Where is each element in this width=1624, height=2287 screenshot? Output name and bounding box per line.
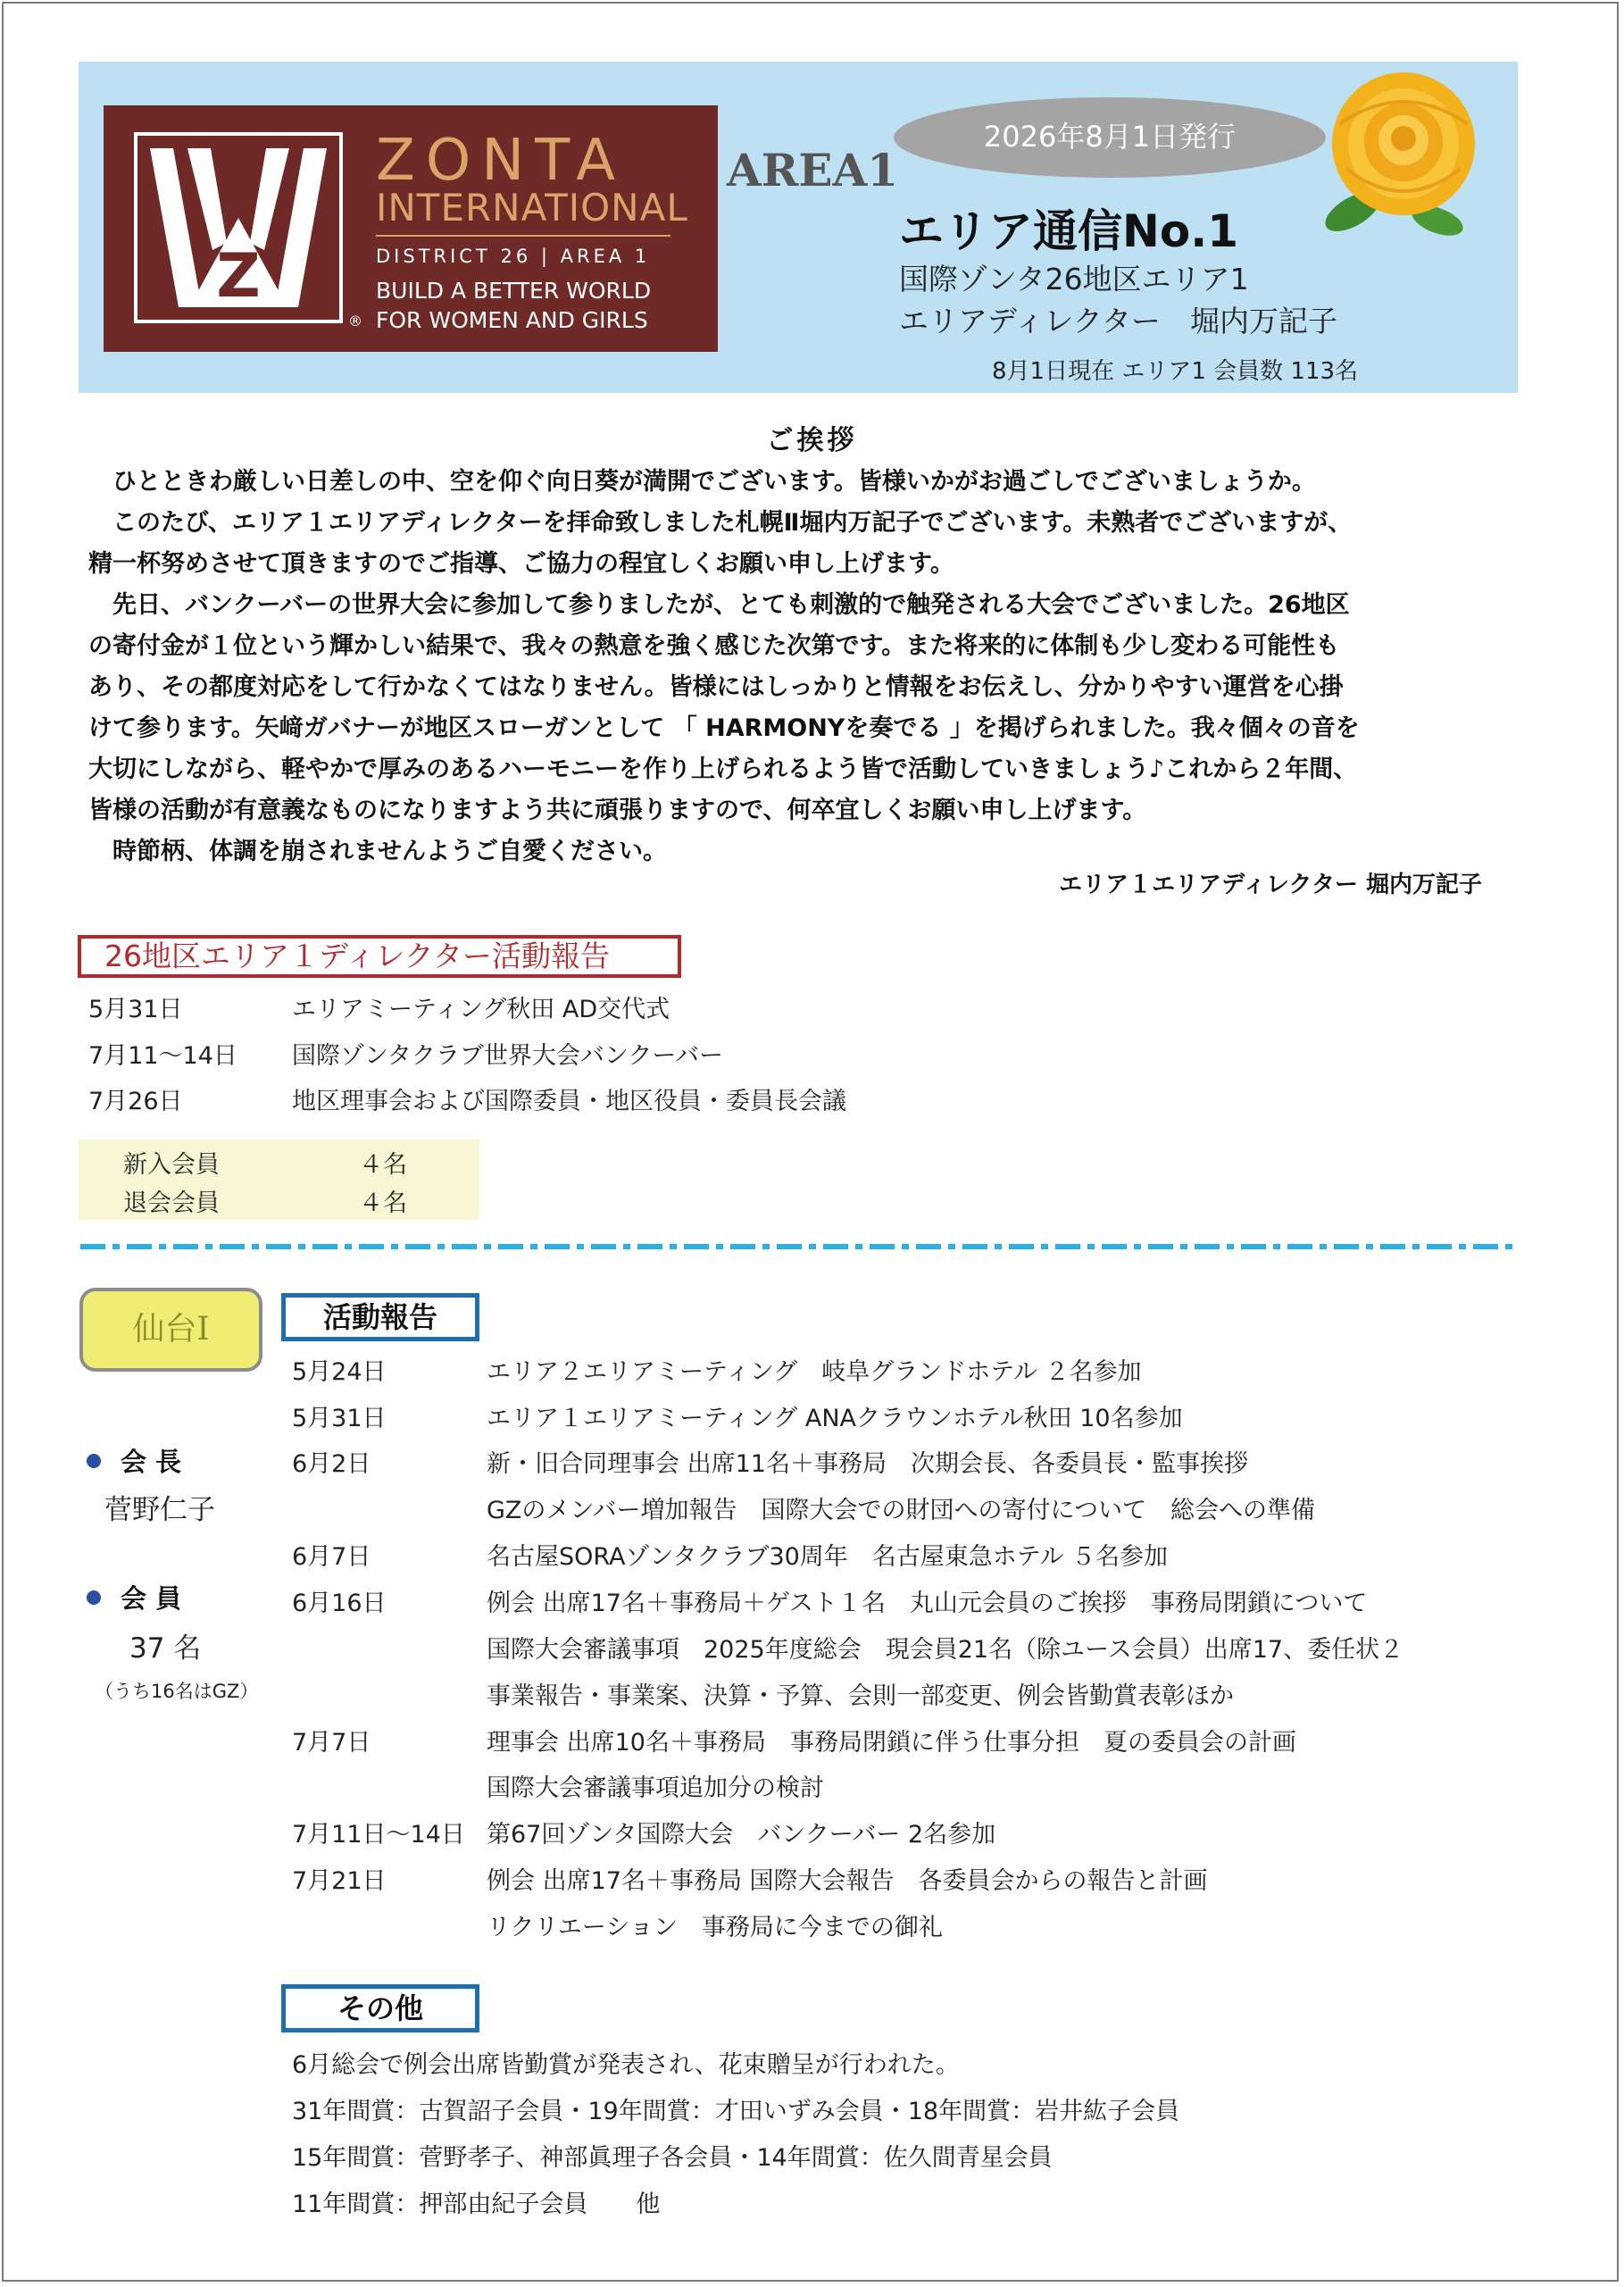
greeting-line: の寄付金が１位という輝かしい結果で、我々の熱意を強く感じた次第です。また将来的に体制も少し変わる可能性も — [88, 632, 1340, 660]
members-note: （うち16名はGZ） — [95, 1681, 259, 1702]
logo-subtitle: INTERNATIONAL — [376, 186, 688, 230]
activity-date: 6月2日 — [292, 1450, 371, 1478]
activity-text: 例会 出席17名＋事務局＋ゲスト１名 丸山元会員のご挨拶 事務局閉鎖について — [487, 1590, 1368, 1617]
other-text: 11年間賞：押部由紀子会員 他 — [292, 2191, 661, 2218]
activity-text: 例会 出席17名＋事務局 国際大会報告 各委員会からの報告と計画 — [487, 1867, 1208, 1895]
logo-district: DISTRICT 26 | AREA 1 — [376, 246, 651, 267]
activity-date: 7月11日～14日 — [292, 1821, 465, 1849]
logo-tagline-1: BUILD A BETTER WORLD — [376, 278, 652, 304]
left-members-value: ４名 — [359, 1189, 407, 1217]
other-text: 6月総会で例会出席皆勤賞が発表され、花束贈呈が行われた。 — [292, 2051, 960, 2079]
greeting-line: 精一杯努めさせて頂きますのでご指導、ご協力の程宜しくお願い申し上げます。 — [88, 550, 954, 578]
activity-text: 理事会 出席10名＋事務局 事務局閉鎖に伴う仕事分担 夏の委員会の計画 — [487, 1729, 1296, 1757]
activity-report-heading: 活動報告 — [281, 1293, 479, 1341]
activity-date: 7月7日 — [292, 1729, 371, 1757]
activity-text: GZのメンバー増加報告 国際大会での財団への寄付について 総会への準備 — [487, 1497, 1315, 1524]
newsletter-title: エリア通信No.1 — [899, 205, 1238, 257]
members-count: 37 名 — [129, 1632, 202, 1665]
report-text: 地区理事会および国際委員・地区役員・委員長会議 — [292, 1088, 846, 1115]
activity-text: エリア２エリアミーティング 岐阜グランドホテル ２名参加 — [487, 1358, 1142, 1386]
other-text: 31年間賞：古賀詔子会員・19年間賞：才田いずみ会員・18年間賞：岩井紘子会員 — [292, 2098, 1180, 2125]
activity-text: リクリエーション 事務局に今までの御礼 — [487, 1914, 943, 1941]
activity-text: 国際大会審議事項 2025年度総会 現会員21名（除ユース会員）出席17、委任状２ — [487, 1636, 1404, 1664]
greeting-line: 大切にしながら、軽やかで厚みのあるハーモニーを作り上げられるよう皆で活動していきましょう♪これから２年間、 — [88, 755, 1358, 783]
director-report-heading: 26地区エリア１ディレクター活動報告 — [78, 935, 681, 978]
bullet-icon — [87, 1590, 101, 1605]
members-label: 会 員 — [87, 1579, 181, 1615]
report-date: 7月11～14日 — [88, 1042, 237, 1070]
greeting-line: 先日、バンクーバーの世界大会に参加して参りましたが、とても刺激的で触発される大会でございました。26地区 — [88, 591, 1350, 619]
activity-date: 5月31日 — [292, 1405, 387, 1432]
bullet-icon — [87, 1454, 101, 1468]
zonta-emblem-icon — [134, 132, 343, 323]
activity-date: 6月7日 — [292, 1543, 371, 1571]
section-divider — [80, 1244, 1518, 1249]
other-heading: その他 — [281, 1984, 479, 2032]
other-text: 15年間賞：菅野孝子、神部眞理子各会員・14年間賞：佐久間青星会員 — [292, 2144, 1053, 2172]
report-date: 5月31日 — [88, 996, 183, 1023]
activity-text: 新・旧合同理事会 出席11名＋事務局 次期会長、各委員長・監事挨拶 — [487, 1450, 1248, 1478]
activity-text: 名古屋SORAゾンタクラブ30周年 名古屋東急ホテル ５名参加 — [487, 1543, 1169, 1571]
greeting-title: ご挨拶 — [766, 425, 858, 456]
activity-text: 第67回ゾンタ国際大会 バンクーバー 2名参加 — [487, 1821, 996, 1849]
logo-tagline-2: FOR WOMEN AND GIRLS — [376, 307, 648, 333]
activity-date: 6月16日 — [292, 1590, 387, 1617]
activity-text: エリア１エリアミーティング ANAクラウンホテル秋田 10名参加 — [487, 1405, 1183, 1432]
greeting-line: 皆様の活動が有意義なものになりますよう共に頑張りますので、何卒宜しくお願い申し上げます。 — [88, 797, 1147, 824]
report-text: 国際ゾンタクラブ世界大会バンクーバー — [292, 1042, 724, 1070]
header-banner — [79, 62, 1518, 393]
report-text: エリアミーティング秋田 AD交代式 — [292, 996, 670, 1023]
yellow-rose-icon — [1303, 62, 1502, 240]
new-members-value: ４名 — [359, 1151, 407, 1179]
greeting-line: あり、その都度対応をして行かなくてはなりません。皆様にはしっかりと情報をお伝えし、分かりやすい運営を心掛 — [88, 673, 1344, 701]
activity-date: 7月21日 — [292, 1867, 387, 1895]
activity-text: 事業報告・事業案、決算・予算、会則一部変更、例会皆勤賞表彰ほか — [487, 1682, 1234, 1710]
registered-mark: ® — [348, 313, 362, 330]
member-count: 8月1日現在 エリア1 会員数 113名 — [992, 358, 1359, 385]
greeting-signoff: エリア１エリアディレクター 堀内万記子 — [1059, 872, 1482, 898]
newsletter-org: 国際ゾンタ26地区エリア1 — [899, 262, 1249, 296]
logo-title: ZONTA — [376, 128, 626, 194]
club-name-badge: 仙台Ⅰ — [79, 1288, 262, 1372]
left-members-label: 退会会員 — [123, 1189, 220, 1217]
svg-text:Z: Z — [216, 241, 261, 312]
logo-divider — [376, 235, 670, 237]
greeting-line: けて参ります。矢﨑ガバナーが地区スローガンとして 「 HARMONYを奏でる 」を掲げられました。我々個々の音を — [88, 714, 1360, 742]
activity-date: 5月24日 — [292, 1358, 387, 1386]
greeting-body — [88, 462, 1526, 872]
greeting-line: 時節柄、体調を崩されませんようご自愛ください。 — [88, 838, 667, 865]
newsletter-director: エリアディレクター 堀内万記子 — [899, 304, 1338, 338]
president-name: 菅野仁子 — [104, 1494, 215, 1526]
greeting-line: ひとときわ厳しい日差しの中、空を仰ぐ向日葵が満開でございます。皆様いかがお過ごしでございましょうか。 — [88, 468, 1316, 496]
zonta-logo — [104, 105, 718, 352]
greeting-line: このたび、エリア１エリアディレクターを拝命致しました札幌Ⅱ堀内万記子でございます。未熟者でございますが、 — [88, 509, 1353, 537]
activity-text: 国際大会審議事項追加分の検討 — [487, 1774, 824, 1802]
area-label: AREA1 — [727, 144, 899, 196]
issue-date-badge: 2026年8月1日発行 — [894, 97, 1326, 178]
report-date: 7月26日 — [88, 1088, 183, 1115]
new-members-label: 新入会員 — [123, 1151, 220, 1179]
president-label: 会 長 — [87, 1442, 181, 1479]
